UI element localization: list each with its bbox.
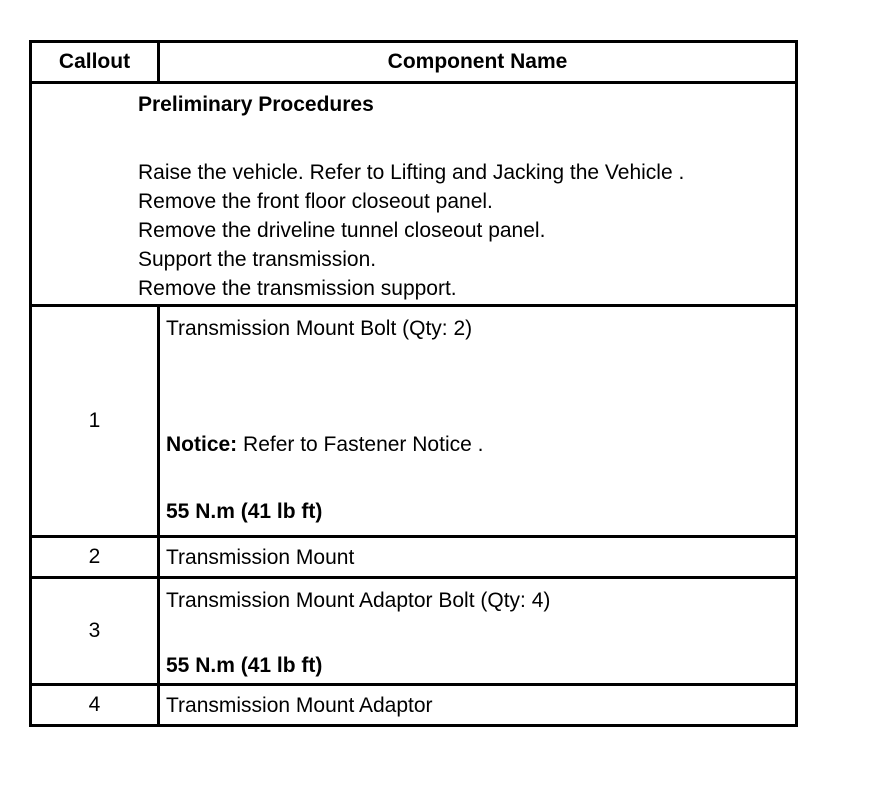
component-table — [29, 40, 798, 727]
preliminary-step: Support the transmission. — [138, 248, 377, 271]
table-row — [31, 306, 797, 537]
preliminary-step: Remove the driveline tunnel closeout panel. — [138, 219, 546, 242]
table-header-row — [31, 42, 797, 83]
preliminary-row — [31, 83, 797, 306]
component-name: Transmission Mount Adaptor Bolt (Qty: 4) — [166, 589, 551, 612]
preliminary-step: Remove the front floor closeout panel. — [138, 190, 493, 213]
notice-label: Notice: — [166, 433, 238, 456]
table-row — [31, 578, 797, 685]
component-name: Transmission Mount Bolt (Qty: 2) — [166, 317, 473, 340]
callout-number: 3 — [31, 578, 159, 685]
callout-number: 1 — [31, 306, 159, 537]
component-cell — [159, 578, 797, 685]
callout-number: 2 — [31, 537, 159, 578]
table-row — [31, 685, 797, 726]
notice-line — [166, 431, 795, 458]
callout-header: Callout — [31, 42, 159, 83]
component-cell — [159, 306, 797, 537]
component-name: Transmission Mount Adaptor — [159, 685, 797, 726]
notice-text: Refer to Fastener Notice . — [237, 433, 484, 456]
torque-spec: 55 N.m (41 lb ft) — [166, 654, 323, 677]
preliminary-title: Preliminary Procedures — [138, 93, 374, 116]
torque-spec: 55 N.m (41 lb ft) — [166, 500, 323, 523]
component-name: Transmission Mount — [159, 537, 797, 578]
preliminary-step: Remove the transmission support. — [138, 277, 457, 300]
callout-number: 4 — [31, 685, 159, 726]
preliminary-cell — [31, 83, 797, 306]
preliminary-step: Raise the vehicle. Refer to Lifting and Jacking the Vehicle . — [138, 161, 685, 184]
table-row — [31, 537, 797, 578]
component-name-header: Component Name — [159, 42, 797, 83]
